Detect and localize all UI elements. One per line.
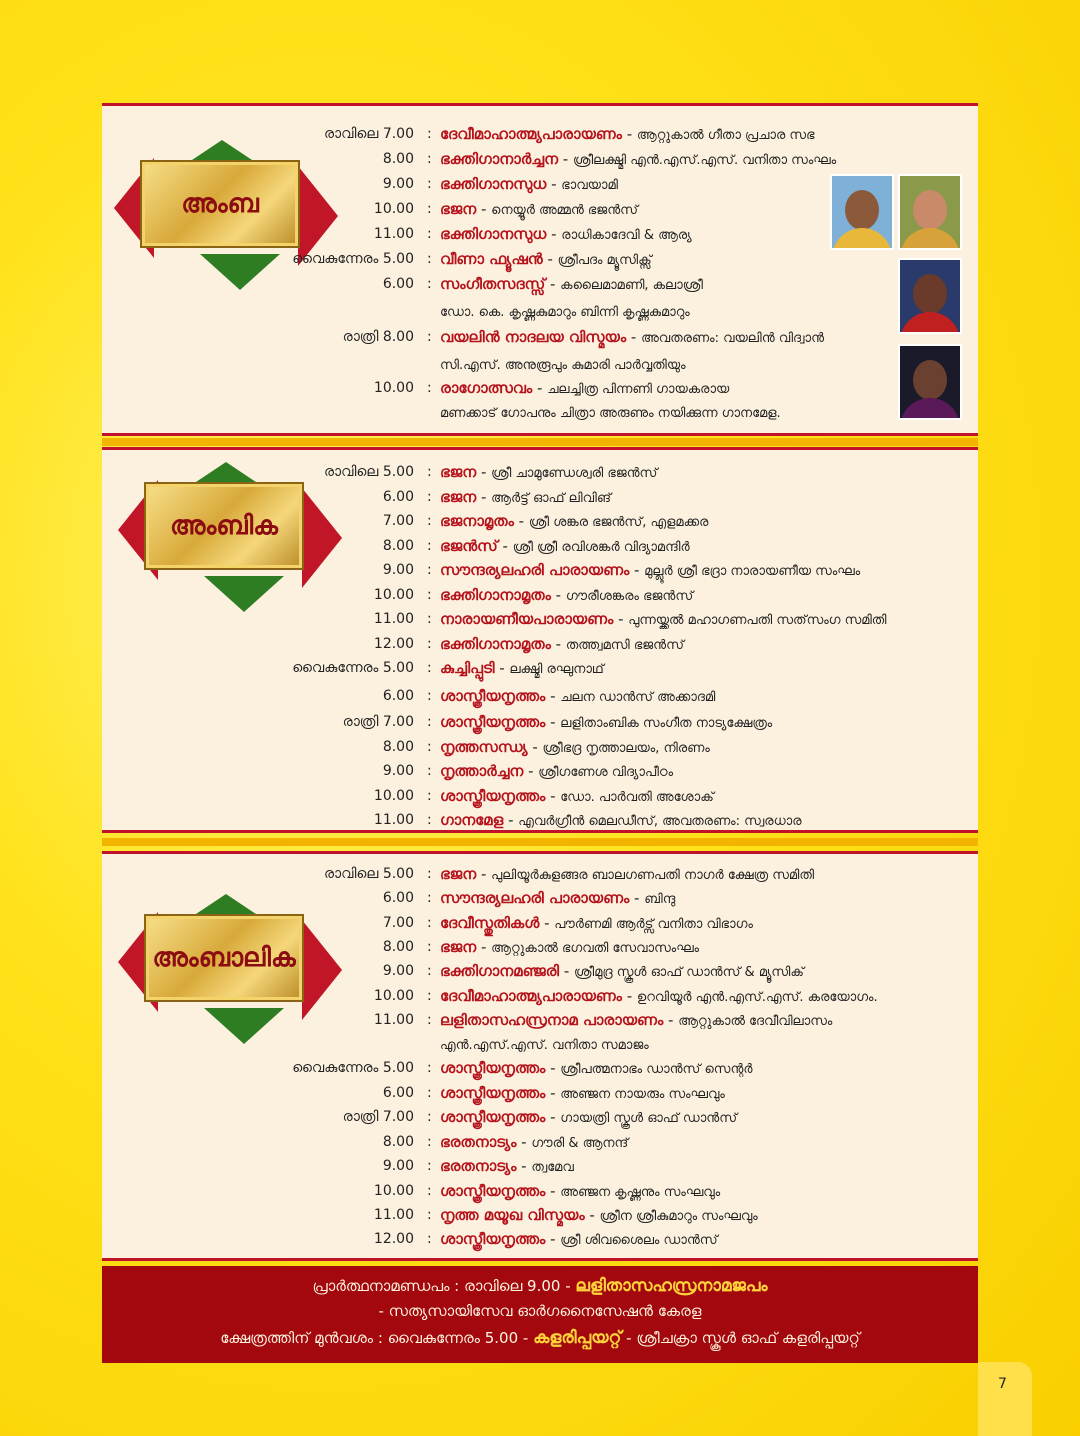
performer-name: ഭാവയാമി: [561, 178, 618, 193]
performer-name: ശ്രീ ശങ്കര ഭജൻസ്, എളമക്കര: [528, 515, 709, 530]
row-content: വയലിൻ നാദലയ വിസ്മയം - അവതരണം: വയലിൻ വിദ്വാൻ: [440, 328, 825, 346]
row-colon: :: [427, 1084, 432, 1101]
section-amba: [102, 103, 978, 436]
program-name: ശാസ്ത്രീയനൃത്തം: [440, 1083, 546, 1102]
performer-name: നെയ്യൂർ അമ്മൻ ഭജൻസ്: [491, 203, 638, 218]
row-content: ശാസ്ത്രീയനൃത്തം - ശ്രീപത്മനാഭം ഡാൻസ് സെന്റർ: [440, 1059, 753, 1078]
program-name: ശാസ്ത്രീയനൃത്തം: [440, 1230, 546, 1249]
row-colon: :: [427, 763, 432, 779]
performer-name: ലക്ഷ്മി രഘുനാഥ്: [509, 662, 604, 677]
row-content: ദേവീമാഹാത്മ്യപാരായണം - ഉറവിയൂർ എൻ.എസ്.എസ്. കരയോഗം.: [440, 986, 878, 1005]
performer-name: സി.എസ്. അനുരൂപും കുമാരി പാർവ്വതിയും: [440, 358, 686, 373]
page-tab: [978, 1362, 1032, 1436]
performer-name: ഗായത്രി സ്കൂൾ ഓഫ് ഡാൻസ്: [560, 1111, 738, 1126]
row-colon: :: [427, 914, 432, 931]
row-colon: :: [427, 1011, 432, 1028]
row-content: ഭജൻസ് - ശ്രീ ശ്രീ രവിശങ്കർ വിദ്യാമന്ദിർ: [440, 536, 690, 555]
row-content: രാഗോത്സവം - ചലച്ചിത്ര പിന്നണി ഗായകരായ: [440, 379, 730, 397]
performer-name: ശ്രീമുദ്ര സ്കൂൾ ഓഫ് ഡാൻസ് & മ്യൂസിക്: [574, 965, 804, 981]
program-name: ഭക്തിഗാനാമൃതം: [440, 634, 551, 653]
footer-line-1: [102, 1276, 978, 1296]
row-colon: :: [427, 562, 432, 578]
program-name: നൃത്താർച്ചന: [440, 762, 524, 780]
row-content: നാരായണീയപാരായണം - പുന്നയ്ക്കൽ മഹാഗണപതി സത്‌സംഗ സമിതി: [440, 610, 887, 628]
row-colon: :: [427, 963, 432, 980]
row-content: [440, 1034, 649, 1056]
footer-highlight: ലളിതാസഹസ്രനാമജപം: [575, 1276, 768, 1296]
program-name: ഭക്തിഗാനമഞ്ജരി: [440, 962, 560, 981]
section-badge: [118, 458, 338, 608]
row-colon: :: [427, 1231, 432, 1248]
program-name: വീണാ ഫ്യൂഷൻ: [440, 250, 543, 268]
performer-name: എൻ.എസ്.എസ്. വനിതാ സമാജം: [440, 1038, 649, 1054]
row-time: രാവിലെ 5.00: [323, 866, 414, 882]
row-content: ഭക്തിഗാനസുധ - ഭാവയാമി: [440, 175, 618, 193]
footer-line-3: [102, 1328, 978, 1348]
performer-name: പൗർണമി ആർട്സ് വനിതാ വിഭാഗം: [554, 916, 753, 932]
program-name: വയലിൻ നാദലയ വിസ്മയം: [440, 328, 627, 346]
row-colon: :: [427, 226, 432, 242]
row-time: 9.00: [382, 176, 414, 192]
program-name: ലളിതാസഹസ്രനാമ പാരായണം: [440, 1010, 664, 1029]
program-name: ദേവീമാഹാത്മ്യപാരായണം: [440, 986, 622, 1005]
decor-triangle: [302, 920, 342, 1020]
row-colon: :: [427, 635, 432, 652]
row-content: ശാസ്ത്രീയനൃത്തം - അഞ്ജന നായരും സംഘവും: [440, 1083, 725, 1102]
row-content: ശാസ്ത്രീയനൃത്തം - ലളിതാംബിക സംഗീത നാട്യക്ഷേത്രം: [440, 713, 773, 731]
row-colon: :: [427, 586, 432, 603]
performer-name: ത്വമേവ: [531, 1160, 574, 1176]
program-name: നൃത്ത മയൂഖ വിസ്മയം: [440, 1205, 585, 1224]
row-content: ഭജന - നെയ്യൂർ അമ്മൻ ഭജൻസ്: [440, 200, 638, 218]
performer-name: ഡോ. കെ. കൃഷ്ണകുമാറും ബിന്നി കൃഷ്ണകുമാറും: [440, 305, 690, 320]
row-time: 6.00: [382, 1084, 414, 1101]
footer-text: - ശ്രീചക്രാ സ്കൂൾ ഓഫ് കളരിപ്പയറ്റ്: [621, 1329, 860, 1347]
row-time: 9.00: [382, 763, 414, 779]
section-ambalika: [102, 851, 978, 1261]
row-colon: :: [427, 812, 432, 828]
row-time: രാവിലെ 7.00: [323, 126, 414, 142]
row-colon: :: [427, 380, 432, 396]
row-time: 11.00: [373, 611, 414, 627]
program-name: ശാസ്ത്രീയനൃത്തം: [440, 786, 546, 805]
program-name: ഭജന: [440, 865, 477, 883]
decor-triangle: [204, 576, 284, 612]
row-content: ഗാനമേള - എവർഗ്രീൻ മെലഡീസ്, അവതരണം: സ്വരധാര: [440, 811, 802, 829]
program-name: ഭക്തിഗാനസുധ: [440, 225, 547, 243]
row-time: 11.00: [373, 1206, 414, 1223]
program-name: ഗാനമേള: [440, 811, 504, 829]
decor-triangle: [204, 1008, 284, 1044]
section-title-plate: [144, 914, 304, 1002]
row-colon: :: [427, 276, 432, 292]
program-name: സൗന്ദര്യലഹരി പാരായണം: [440, 561, 630, 579]
row-content: വീണാ ഫ്യൂഷൻ - ശ്രീപദം മ്യൂസിക്സ്: [440, 250, 652, 268]
row-time: 10.00: [373, 987, 414, 1004]
divider: [102, 838, 978, 846]
performer-name: ശ്രീ ചാമുണ്ഡേശ്വരി ഭജൻസ്: [491, 466, 658, 481]
program-name: ഭരതനാട്യം: [440, 1133, 517, 1151]
row-colon: :: [427, 126, 432, 142]
artist-photo: [898, 344, 962, 420]
performer-name: എവർഗ്രീൻ മെലഡീസ്, അവതരണം: സ്വരധാര: [518, 814, 802, 829]
row-time: രാവിലെ 5.00: [323, 464, 414, 480]
row-time: 7.00: [382, 513, 414, 529]
program-name: ഭജനാമൃതം: [440, 512, 514, 530]
row-time: 6.00: [382, 488, 414, 505]
performer-name: മണക്കാട് ഗോപനും ചിത്രാ അരുണും നയിക്കുന്ന ഗാനമേള.: [440, 406, 781, 421]
row-time: 9.00: [382, 1158, 414, 1175]
row-content: ഭക്തിഗാനസുധ - രാധികാദേവി & ആര്യ: [440, 225, 692, 243]
program-name: ഭജന: [440, 463, 477, 481]
row-content: സംഗീതസദസ്സ് - കലൈമാമണി, കലാശ്രീ: [440, 275, 703, 293]
row-time: 6.00: [382, 688, 414, 704]
footer-text: ക്ഷേത്രത്തിന് മുൻവശം : വൈകുന്നേരം 5.00 -: [220, 1329, 534, 1347]
divider: [102, 438, 978, 446]
artist-photo: [898, 174, 962, 250]
row-colon: :: [427, 488, 432, 505]
section-badge: [118, 890, 338, 1040]
row-content: ദേവീമാഹാത്മ്യപാരായണം - ആറ്റുകാൽ ഗീതാ പ്രചാര സഭ: [440, 125, 815, 143]
program-name: രാഗോത്സവം: [440, 379, 533, 397]
row-colon: :: [427, 714, 432, 730]
program-name: ഭക്തിഗാനസുധ: [440, 175, 547, 193]
row-time: 11.00: [373, 812, 414, 828]
row-content: ശാസ്ത്രീയനൃത്തം - ഡോ. പാർവതി അശോക്: [440, 786, 714, 805]
row-colon: :: [427, 688, 432, 704]
row-time: 8.00: [382, 1134, 414, 1150]
program-name: ഭജൻസ്: [440, 536, 498, 555]
performer-name: ശ്രീ ശ്രീ രവിശങ്കർ വിദ്യാമന്ദിർ: [512, 539, 690, 555]
performer-name: ആറ്റുകാൽ ഗീതാ പ്രചാര സഭ: [636, 128, 815, 143]
performer-name: രാധികാദേവി & ആര്യ: [561, 228, 692, 243]
artist-photo: [830, 174, 894, 250]
row-colon: :: [427, 1060, 432, 1077]
performer-name: അഞ്ജന കൃഷ്ണനും സംഘവും: [560, 1184, 721, 1200]
performer-name: ശ്രീഗണേശ വിദ്യാപീഠം: [538, 765, 674, 780]
row-colon: :: [427, 1206, 432, 1223]
row-content: ദേവീസ്തുതികൾ - പൗർണമി ആർട്സ് വനിതാ വിഭാഗം: [440, 913, 753, 932]
row-time: 8.00: [382, 537, 414, 554]
row-time: 10.00: [373, 1182, 414, 1199]
row-content: [440, 301, 690, 323]
program-name: ഭക്തിഗാനാമൃതം: [440, 585, 551, 604]
row-colon: :: [427, 787, 432, 804]
row-time: വൈകുന്നേരം 5.00: [292, 1060, 414, 1077]
page-number: 7: [998, 1376, 1007, 1392]
row-content: [440, 354, 686, 376]
artist-photo: [898, 258, 962, 334]
program-name: ഭരതനാട്യം: [440, 1157, 517, 1176]
row-colon: :: [427, 611, 432, 627]
section-title: അംബിക: [170, 510, 278, 541]
row-content: ഭജനാമൃതം - ശ്രീ ശങ്കര ഭജൻസ്, എളമക്കര: [440, 512, 709, 530]
row-time: രാത്രി 8.00: [342, 329, 414, 345]
decor-triangle: [302, 488, 342, 588]
program-name: ശാസ്ത്രീയനൃത്തം: [440, 1059, 546, 1078]
row-time: 12.00: [373, 635, 414, 652]
performer-name: ഉറവിയൂർ എൻ.എസ്.എസ്. കരയോഗം.: [636, 989, 878, 1005]
performer-name: ശ്രീ ശിവശൈലം ഡാൻസ്: [560, 1233, 718, 1249]
performer-name: ശ്രീപത്മനാഭം ഡാൻസ് സെന്റർ: [560, 1062, 753, 1078]
row-colon: :: [427, 1182, 432, 1199]
program-name: ശാസ്ത്രീയനൃത്തം: [440, 1108, 546, 1126]
footer-highlight: കളരിപ്പയറ്റ്: [533, 1328, 622, 1348]
row-time: 6.00: [382, 276, 414, 292]
program-name: ഭജന: [440, 487, 477, 506]
program-name: നാരായണീയപാരായണം: [440, 610, 614, 628]
row-time: 9.00: [382, 562, 414, 578]
performer-name: പുന്നയ്ക്കൽ മഹാഗണപതി സത്‌സംഗ സമിതി: [628, 613, 887, 628]
row-time: 11.00: [373, 1011, 414, 1028]
row-time: 10.00: [373, 380, 414, 396]
performer-name: ലളിതാംബിക സംഗീത നാട്യക്ഷേത്രം: [560, 716, 773, 731]
row-colon: :: [427, 660, 432, 676]
row-content: ശാസ്ത്രീയനൃത്തം - ചലന ഡാൻസ് അക്കാദമി: [440, 687, 716, 705]
performer-name: ഗൗരി & ആനന്ദ്: [531, 1136, 629, 1151]
performer-name: ശ്രീന ശ്രീകുമാറും സംഘവും: [599, 1208, 758, 1224]
program-name: ശാസ്ത്രീയനൃത്തം: [440, 713, 546, 731]
row-time: 10.00: [373, 586, 414, 603]
row-content: ഭക്തിഗാനാമൃതം - തത്ത്വമസി ഭജൻസ്: [440, 634, 684, 653]
row-colon: :: [427, 251, 432, 267]
performer-name: ആർട്ട് ഓഫ് ലിവിങ്: [491, 490, 612, 506]
program-name: സംഗീതസദസ്സ്: [440, 275, 546, 293]
row-colon: :: [427, 151, 432, 167]
row-time: രാത്രി 7.00: [342, 1109, 414, 1125]
program-name: ശാസ്ത്രീയനൃത്തം: [440, 1181, 546, 1200]
performer-name: അഞ്ജന നായരും സംഘവും: [560, 1086, 725, 1102]
performer-name: ചലന ഡാൻസ് അക്കാദമി: [560, 690, 716, 705]
performer-name: കലൈമാമണി, കലാശ്രീ: [560, 278, 703, 293]
row-colon: :: [427, 176, 432, 192]
program-name: ഭക്തിഗാനാർച്ചന: [440, 150, 559, 168]
row-colon: :: [427, 987, 432, 1004]
row-content: ഭക്തിഗാനാർച്ചന - ശ്രീലക്ഷ്മി എൻ.എസ്.എസ്. വനിതാ സംഘം: [440, 150, 837, 168]
row-content: ശാസ്ത്രീയനൃത്തം - ശ്രീ ശിവശൈലം ഡാൻസ്: [440, 1230, 718, 1249]
row-colon: :: [427, 1109, 432, 1125]
row-content: ശാസ്ത്രീയനൃത്തം - അഞ്ജന കൃഷ്ണനും സംഘവും: [440, 1181, 721, 1200]
row-content: സൗന്ദര്യലഹരി പാരായണം - മുല്ലൂർ ശ്രീ ഭദ്രാ നാരായണീയ സംഘം: [440, 561, 861, 579]
row-colon: :: [427, 866, 432, 882]
row-time: 11.00: [373, 226, 414, 242]
performer-name: ശ്രീഭദ്ര നൃത്താലയം, നിരണം: [542, 740, 710, 756]
row-content: നൃത്തസന്ധ്യ - ശ്രീഭദ്ര നൃത്താലയം, നിരണം: [440, 737, 710, 756]
row-time: 6.00: [382, 890, 414, 907]
row-content: സൗന്ദര്യലഹരി പാരായണം - ബിന്ദു: [440, 889, 676, 908]
section-ambika: [102, 447, 978, 833]
row-colon: :: [427, 938, 432, 955]
row-time: 7.00: [382, 914, 414, 931]
row-colon: :: [427, 201, 432, 217]
performer-name: തത്ത്വമസി ഭജൻസ്: [565, 637, 684, 653]
row-time: വൈകുന്നേരം 5.00: [292, 251, 414, 267]
row-colon: :: [427, 738, 432, 755]
row-content: ഭക്തിഗാനമഞ്ജരി - ശ്രീമുദ്ര സ്കൂൾ ഓഫ് ഡാൻസ് & മ്യൂസിക്: [440, 962, 804, 981]
section-title: അംബ: [181, 188, 259, 219]
program-name: സൗന്ദര്യലഹരി പാരായണം: [440, 889, 630, 908]
row-content: [440, 402, 781, 424]
program-name: ഭജന: [440, 200, 477, 218]
row-content: ലളിതാസഹസ്രനാമ പാരായണം - ആറ്റുകാൽ ദേവീവിലാസം: [440, 1010, 833, 1029]
row-time: 8.00: [382, 738, 414, 755]
row-content: ഭജന - ആർട്ട് ഓഫ് ലിവിങ്: [440, 487, 612, 506]
performer-name: ആറ്റുകാൽ ദേവീവിലാസം: [678, 1013, 833, 1029]
performer-name: ഡോ. പാർവതി അശോക്: [560, 789, 714, 805]
program-name: ദേവീസ്തുതികൾ: [440, 913, 540, 932]
row-time: 10.00: [373, 201, 414, 217]
program-name: ശാസ്ത്രീയനൃത്തം: [440, 687, 546, 705]
row-content: ശാസ്ത്രീയനൃത്തം - ഗായത്രി സ്കൂൾ ഓഫ് ഡാൻസ്: [440, 1108, 738, 1126]
section-title-plate: [144, 482, 304, 570]
performer-name: ആറ്റുകാൽ ഭഗവതി സേവാസംഘം: [491, 940, 700, 956]
program-name: ദേവീമാഹാത്മ്യപാരായണം: [440, 125, 622, 143]
section-title-plate: [140, 160, 300, 248]
performer-name: ബിന്ദു: [644, 892, 676, 908]
row-content: ഭജന - ശ്രീ ചാമുണ്ഡേശ്വരി ഭജൻസ്: [440, 463, 658, 481]
performer-name: മുല്ലൂർ ശ്രീ ഭദ്രാ നാരായണീയ സംഘം: [644, 564, 861, 579]
performer-name: അവതരണം: വയലിൻ വിദ്വാൻ: [641, 331, 825, 346]
row-time: 8.00: [382, 151, 414, 167]
row-colon: :: [427, 1158, 432, 1175]
section-title: അംബാലിക: [152, 942, 296, 973]
decor-triangle: [200, 254, 280, 290]
row-content: ഭരതനാട്യം - ത്വമേവ: [440, 1157, 574, 1176]
footer-line-2: [102, 1302, 978, 1320]
row-colon: :: [427, 890, 432, 907]
row-content: ഭജന - പുലിയൂർകുളങ്ങര ബാലഗണപതി നാഗർ ക്ഷേത്ര സമിതി: [440, 865, 815, 883]
performer-name: ഗൗരീശങ്കരം ഭജൻസ്: [565, 588, 694, 604]
row-content: ഭക്തിഗാനാമൃതം - ഗൗരീശങ്കരം ഭജൻസ്: [440, 585, 694, 604]
performer-name: പുലിയൂർകുളങ്ങര ബാലഗണപതി നാഗർ ക്ഷേത്ര സമിതി: [491, 868, 815, 883]
row-colon: :: [427, 537, 432, 554]
row-time: 8.00: [382, 938, 414, 955]
row-time: വൈകുന്നേരം 5.00: [292, 660, 414, 676]
performer-name: ശ്രീലക്ഷ്മി എൻ.എസ്.എസ്. വനിതാ സംഘം: [572, 153, 837, 168]
row-colon: :: [427, 513, 432, 529]
row-colon: :: [427, 464, 432, 480]
row-content: നൃത്ത മയൂഖ വിസ്മയം - ശ്രീന ശ്രീകുമാറും സംഘവും: [440, 1205, 758, 1224]
performer-name: ശ്രീപദം മ്യൂസിക്സ്: [557, 253, 652, 268]
footer-text: - സത്യസായിസേവ ഓർഗനൈസേഷൻ കേരള: [378, 1302, 702, 1320]
footer-text: പ്രാർത്ഥനാമണ്ഡപം : രാവിലെ 9.00 -: [312, 1277, 576, 1295]
program-name: ഭജന: [440, 937, 477, 956]
program-name: കുച്ചിപ്പുടി: [440, 659, 495, 677]
row-colon: :: [427, 329, 432, 345]
row-content: നൃത്താർച്ചന - ശ്രീഗണേശ വിദ്യാപീഠം: [440, 762, 674, 780]
row-time: രാത്രി 7.00: [342, 714, 414, 730]
row-time: 12.00: [373, 1231, 414, 1248]
footer-banner: [102, 1266, 978, 1363]
row-time: 9.00: [382, 963, 414, 980]
row-time: 10.00: [373, 787, 414, 804]
row-content: ഭരതനാട്യം - ഗൗരി & ആനന്ദ്: [440, 1133, 629, 1151]
row-content: കുച്ചിപ്പുടി - ലക്ഷ്മി രഘുനാഥ്: [440, 659, 604, 677]
row-content: ഭജന - ആറ്റുകാൽ ഭഗവതി സേവാസംഘം: [440, 937, 700, 956]
program-name: നൃത്തസന്ധ്യ: [440, 737, 528, 756]
performer-name: ചലച്ചിത്ര പിന്നണി ഗായകരായ: [547, 382, 730, 397]
row-colon: :: [427, 1134, 432, 1150]
